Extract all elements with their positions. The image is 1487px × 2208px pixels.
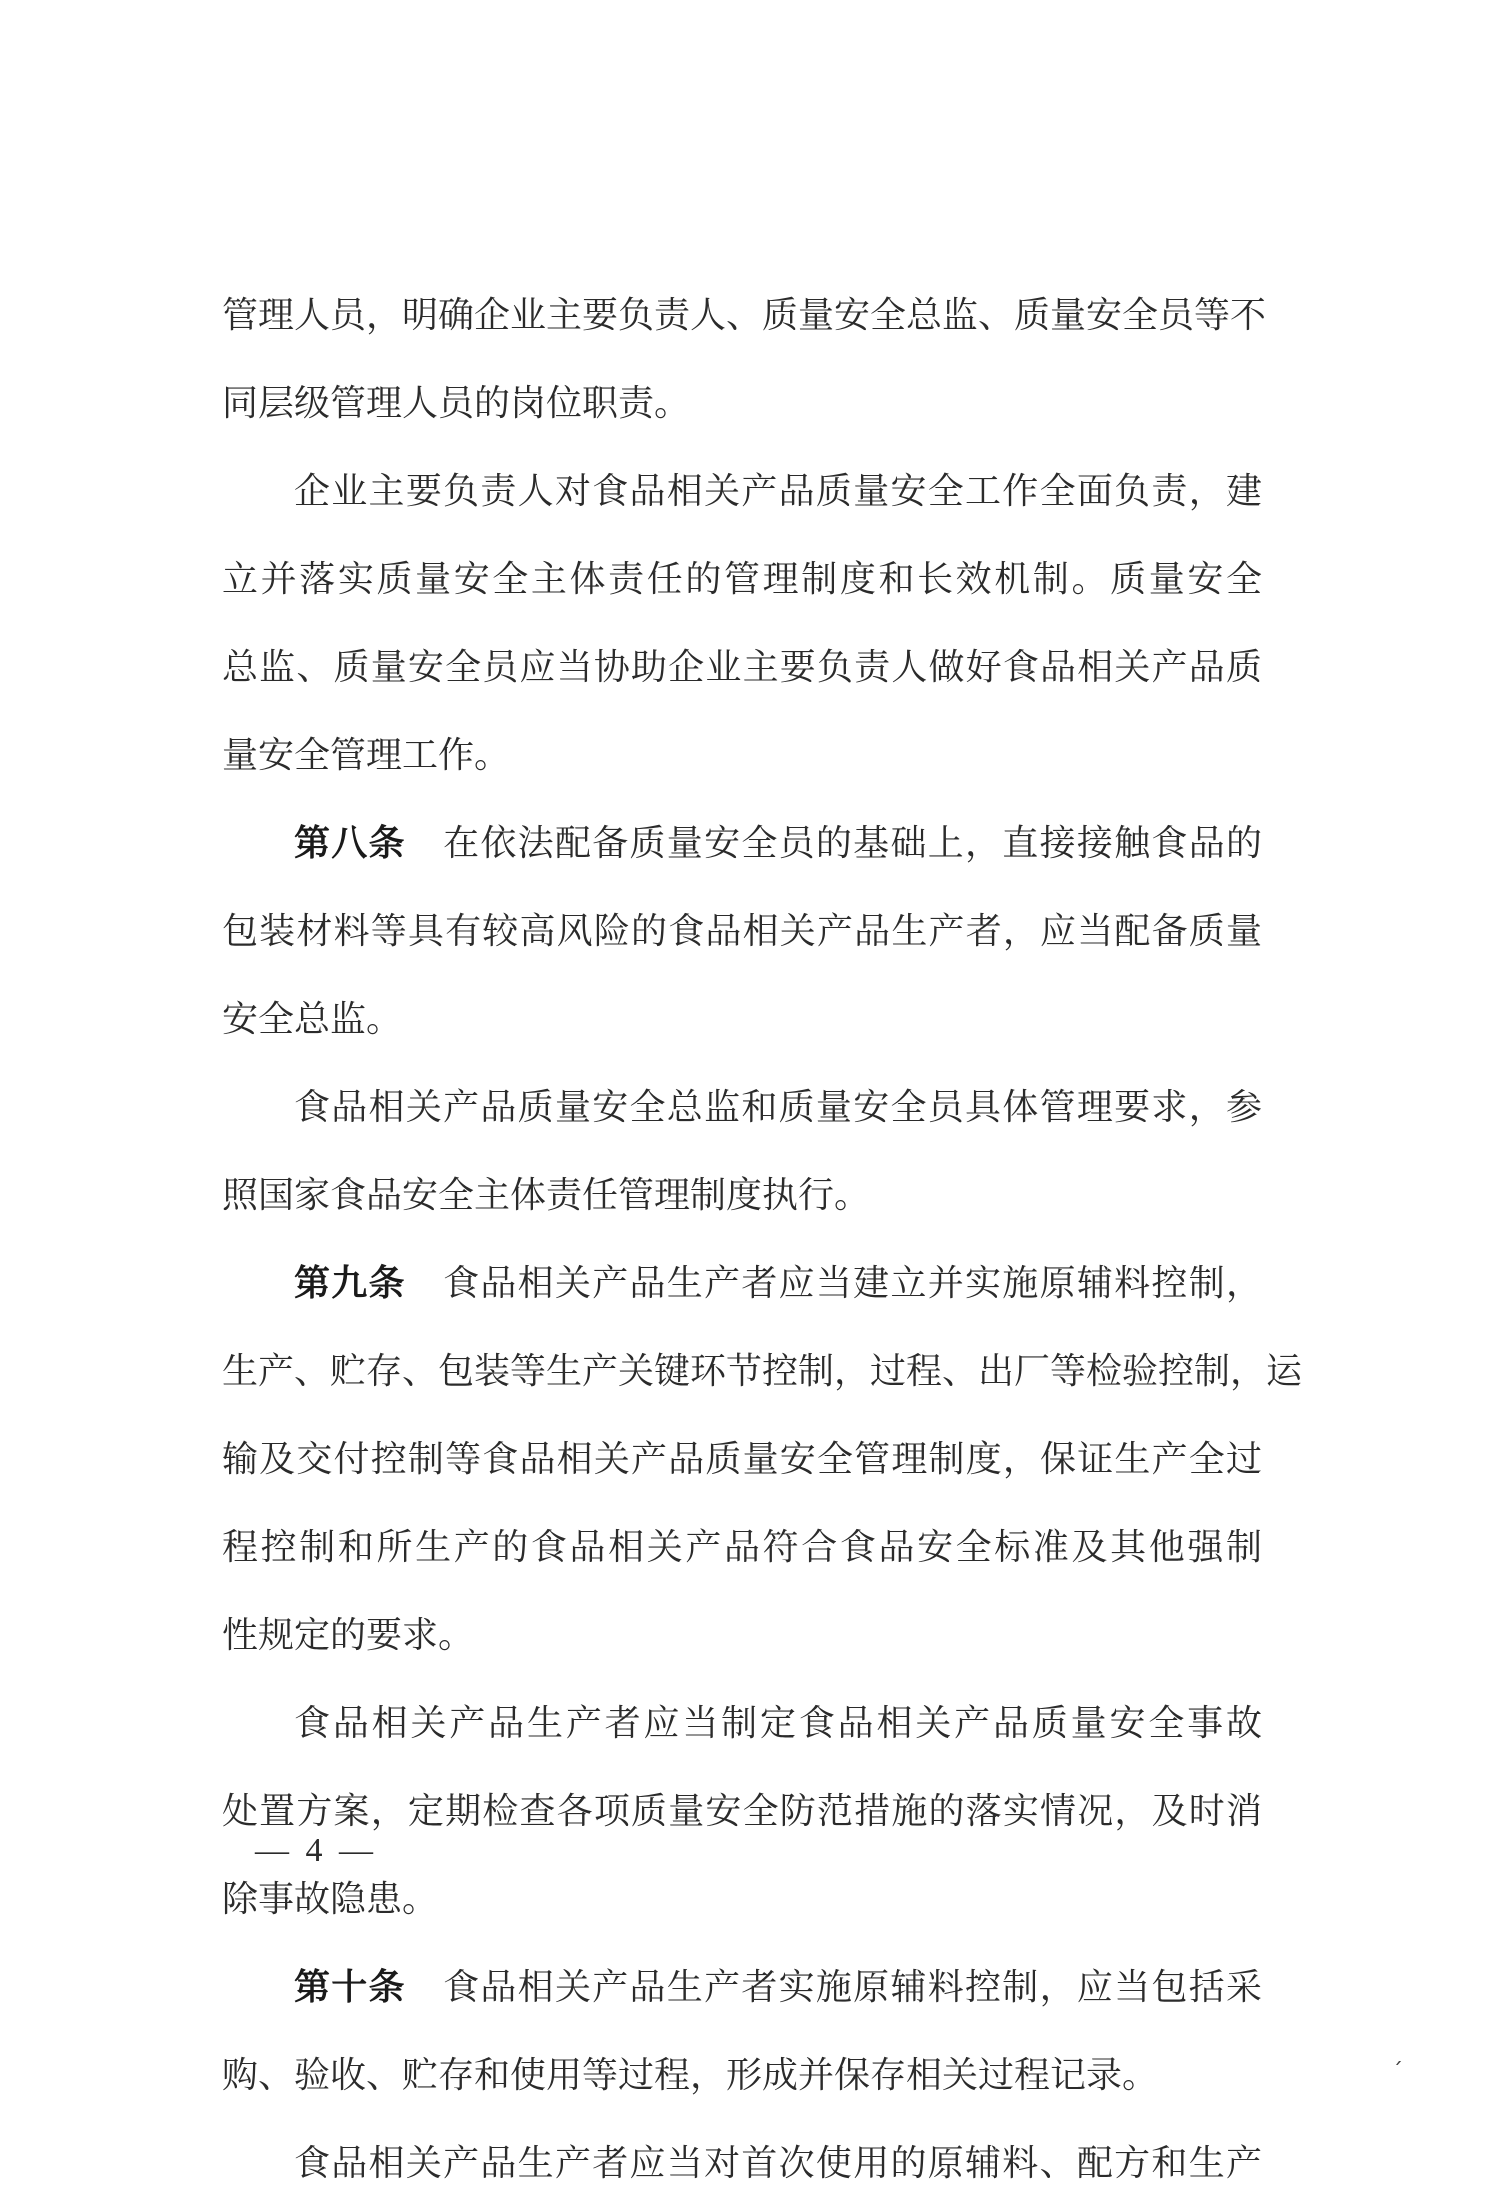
text-line: 性规定的要求。 [222,1615,475,1656]
text-line: 量安全管理工作。 [222,735,511,776]
text-line: 生产、贮存、包装等生产关键环节控制，过程、出厂等检验控制，运 [222,1351,1303,1392]
document-body [222,272,1303,2208]
text-line: 处置方案，定期检查各项质量安全防范措施的落实情况，及时消 [222,1791,1262,1832]
corner-mark: ˊ [1392,2060,1403,2085]
page-number: — 4 — [255,1832,377,1869]
article-heading: 第十条 [294,1967,406,2008]
paragraph-first-line: 食品相关产品生产者应当制定食品相关产品质量安全事故 [294,1703,1262,1744]
paragraph-first-line: 企业主要负责人对食品相关产品质量安全工作全面负责，建 [294,471,1262,512]
article-text: 在依法配备质量安全员的基础上，直接接触食品的 [443,823,1262,864]
article-heading: 第九条 [294,1263,406,1304]
text-line: 购、验收、贮存和使用等过程，形成并保存相关过程记录。 [222,2055,1159,2096]
text-line: 程控制和所生产的食品相关产品符合食品安全标准及其他强制 [222,1527,1262,1568]
text-line: 输及交付控制等食品相关产品质量安全管理制度，保证生产全过 [222,1439,1262,1480]
article-8-first-line [222,800,1262,888]
text-line: 管理人员，明确企业主要负责人、质量安全总监、质量安全员等不 [222,295,1267,336]
article-heading: 第八条 [294,823,406,864]
text-line: 安全总监。 [222,999,403,1040]
paragraph-first-line: 食品相关产品生产者应当对首次使用的原辅料、配方和生产 [294,2143,1262,2184]
text-line: 总监、质量安全员应当协助企业主要负责人做好食品相关产品质 [222,647,1262,688]
text-line: 照国家食品安全主体责任管理制度执行。 [222,1175,871,1216]
article-text: 食品相关产品生产者实施原辅料控制，应当包括采 [443,1967,1262,2008]
article-text: 食品相关产品生产者应当建立并实施原辅料控制， [443,1263,1262,1304]
paragraph-first-line: 食品相关产品质量安全总监和质量安全员具体管理要求，参 [294,1087,1262,1128]
article-10-first-line [222,1944,1262,2032]
text-line: 除事故隐患。 [222,1879,439,1920]
text-line: 包装材料等具有较高风险的食品相关产品生产者，应当配备质量 [222,911,1262,952]
text-line: 同层级管理人员的岗位职责。 [222,383,691,424]
article-9-first-line [222,1240,1262,1328]
text-line: 立并落实质量安全主体责任的管理制度和长效机制。质量安全 [222,559,1262,600]
